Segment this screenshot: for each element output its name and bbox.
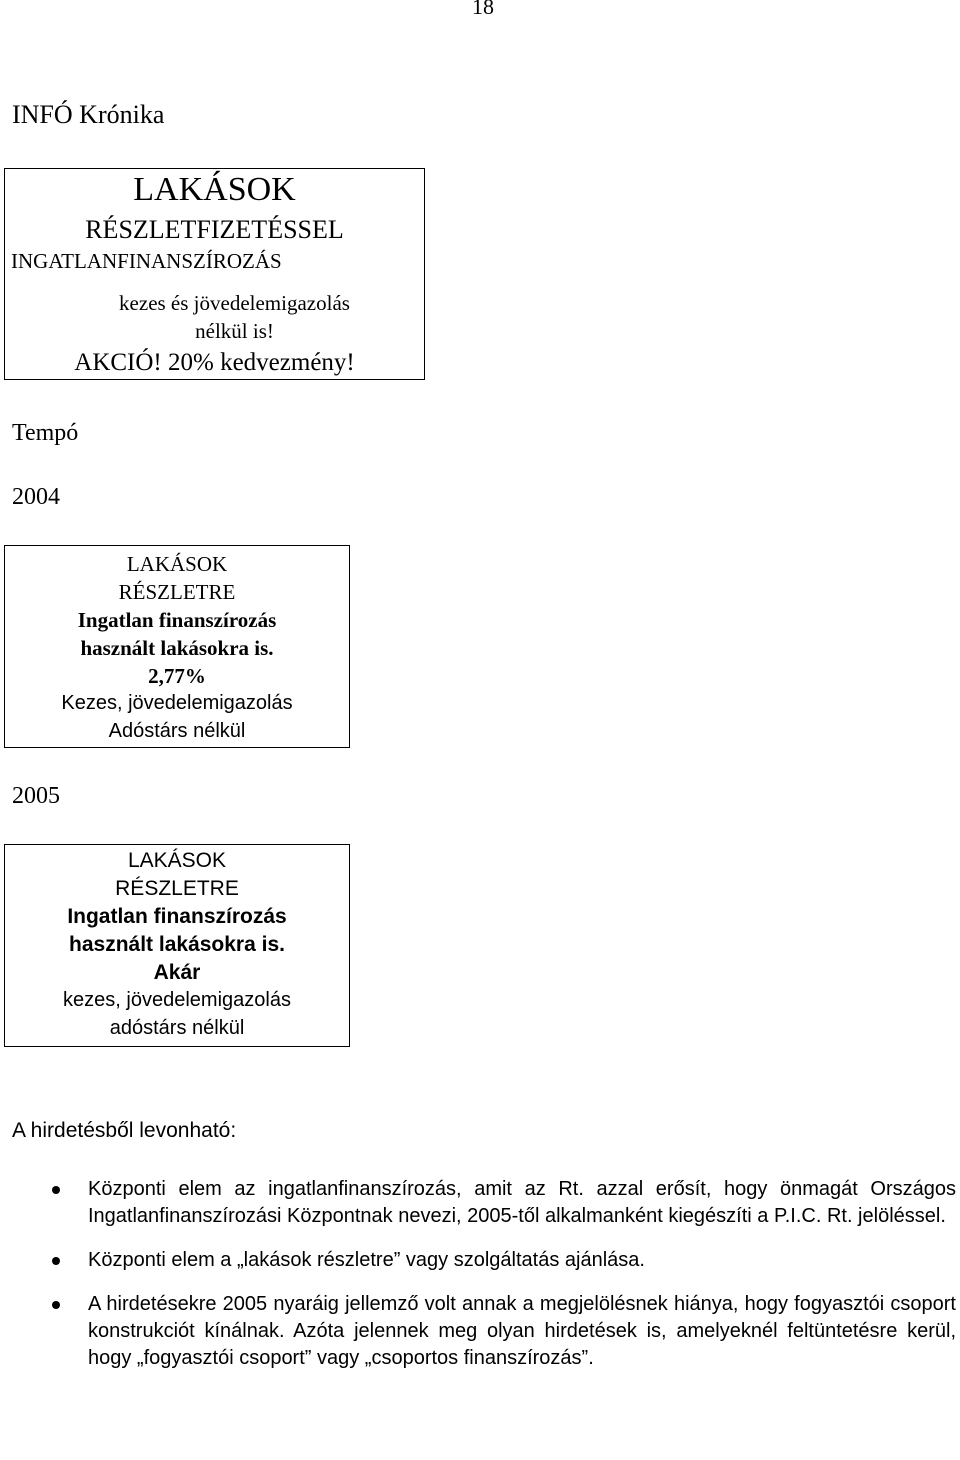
ad3-line2: RÉSZLETRE — [115, 877, 239, 900]
ad3-line6: kezes, jövedelemigazolás — [63, 989, 291, 1011]
bullet-item-2: Központi elem a „lakások részletre” vagy szolgáltatás ajánlása. — [88, 1247, 956, 1274]
ad3-line5: Akár — [153, 961, 201, 984]
ad2-line3: Ingatlan finanszírozás — [77, 608, 277, 632]
ad1-line5: nélkül is! — [195, 319, 274, 343]
bullet-item-3: A hirdetésekre 2005 nyaráig jellemző volt annak a megjelölésnek hiánya, hogy fogyasztói csoport konstrukciót kínálnak. Azóta jelennek meg olyan hirdetések is, amelyeknél feltüntetésre kerül, hogy „fogyasztói csoport” vagy „csoportos finanszírozás”. — [88, 1291, 956, 1372]
label-tempo: Tempó — [12, 420, 79, 446]
ad-box-3 — [4, 844, 350, 1047]
bullet-list — [88, 1176, 956, 1389]
ad-box-1 — [4, 168, 425, 380]
ad2-line7: Adóstárs nélkül — [108, 720, 246, 742]
ad1-line4: kezes és jövedelemigazolás — [119, 291, 350, 315]
bullet-item-1: Központi elem az ingatlanfinanszírozás, amit az Rt. azzal erősít, hogy önmagát Országos Ingatlanfinanszírozási Központnak nevezi, 2005-től alkalmanként kiegészíti a P.I.C. Rt. jelöléssel. — [88, 1176, 956, 1230]
ad3-line7: adóstárs nélkül — [109, 1017, 245, 1039]
page-number: 18 — [472, 0, 494, 19]
ad2-line4: használt lakásokra is. — [80, 636, 274, 660]
label-2005: 2005 — [12, 783, 60, 809]
label-2004: 2004 — [12, 484, 60, 510]
ad2-line2: RÉSZLETRE — [118, 580, 236, 604]
ad3-line3: Ingatlan finanszírozás — [67, 905, 287, 928]
ad2-line6: Kezes, jövedelemigazolás — [61, 692, 293, 714]
ad3-line4: használt lakásokra is. — [69, 933, 285, 956]
ad1-line2: RÉSZLETFIZETÉSSEL — [85, 215, 344, 244]
ad1-line3: INGATLANFINANSZÍROZÁS — [11, 249, 282, 273]
ad2-line1: LAKÁSOK — [126, 552, 228, 576]
ad2-line5: 2,77% — [148, 664, 206, 688]
ad3-line1: LAKÁSOK — [127, 849, 227, 872]
ad-box-2 — [4, 545, 350, 748]
ad1-line6: AKCIÓ! 20% kedvezmény! — [74, 349, 355, 376]
ad1-line1: LAKÁSOK — [133, 171, 296, 208]
section-title: INFÓ Krónika — [12, 100, 165, 129]
intro-text: A hirdetésből levonható: — [12, 1119, 237, 1142]
